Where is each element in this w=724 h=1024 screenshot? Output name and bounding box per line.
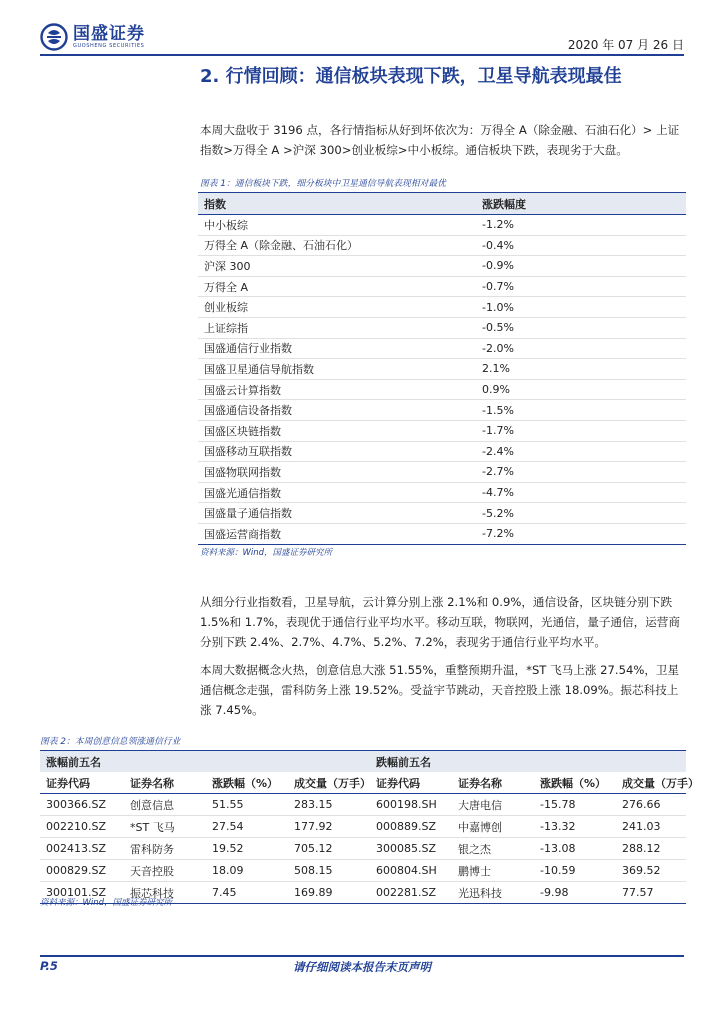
page-number: P.5 <box>40 959 58 973</box>
index-name-cell: 国盛移动互联指数 <box>198 441 480 462</box>
footer-divider <box>40 955 684 957</box>
change-cell: 0.9% <box>480 379 686 400</box>
security-name-cell: 创意信息 <box>124 794 206 816</box>
index-performance-table <box>198 192 686 545</box>
change-pct-cell: -13.32 <box>534 816 616 838</box>
change-cell: -0.7% <box>480 276 686 297</box>
table-row <box>198 482 686 503</box>
security-code-cell: 000829.SZ <box>40 860 124 882</box>
change-pct-cell: -15.78 <box>534 794 616 816</box>
top-movers-table <box>40 750 699 904</box>
column-header-change: 涨跌幅度 <box>480 193 686 215</box>
security-code-cell: 002413.SZ <box>40 838 124 860</box>
change-pct-cell: -9.98 <box>534 882 616 904</box>
group-label-losers: 跌幅前五名 <box>370 751 686 773</box>
change-pct-cell: -13.08 <box>534 838 616 860</box>
security-name-cell: 中嘉博创 <box>452 816 534 838</box>
change-cell: -5.2% <box>480 503 686 524</box>
table-header-row <box>40 772 686 794</box>
change-cell: -1.0% <box>480 297 686 318</box>
security-code-cell: 000889.SZ <box>370 816 452 838</box>
table-row <box>198 235 686 256</box>
table1-caption: 图表 1：通信板块下跌，细分板块中卫星通信导航表现相对最优 <box>200 179 446 189</box>
security-code-cell: 002210.SZ <box>40 816 124 838</box>
table-row <box>40 816 686 838</box>
brand-name-cn: 国盛证券 <box>73 23 145 44</box>
security-name-cell: 光迅科技 <box>452 882 534 904</box>
change-cell: -2.0% <box>480 338 686 359</box>
table-row <box>198 379 686 400</box>
index-name-cell: 沪深 300 <box>198 256 480 277</box>
security-code-cell: 300366.SZ <box>40 794 124 816</box>
change-pct-cell: 18.09 <box>206 860 288 882</box>
volume-cell: 283.15 <box>288 794 370 816</box>
change-pct-cell: 7.45 <box>206 882 288 904</box>
index-name-cell: 国盛光通信指数 <box>198 482 480 503</box>
change-cell: -2.7% <box>480 462 686 483</box>
market-summary-paragraph: 本周大盘收于 3196 点，各行情指标从好到坏依次为：万得全 A（除金融、石油石化）> 上证指数>万得全 A >沪深 300>创业板综>中小板综。通信板块下跌，表现劣于大盘。 <box>200 123 680 157</box>
section-title: 2. 行情回顾：通信板块表现下跌，卫星导航表现最佳 <box>200 66 622 87</box>
volume-cell: 177.92 <box>288 816 370 838</box>
table-row <box>198 215 686 236</box>
column-header: 证券名称 <box>452 772 534 794</box>
brand-logo <box>40 22 145 52</box>
index-name-cell: 国盛通信行业指数 <box>198 338 480 359</box>
table-row <box>40 860 686 882</box>
index-name-cell: 国盛物联网指数 <box>198 462 480 483</box>
index-name-cell: 万得全 A（除金融、石油石化） <box>198 235 480 256</box>
change-pct-cell: -10.59 <box>534 860 616 882</box>
table-row <box>198 338 686 359</box>
volume-cell: 705.12 <box>288 838 370 860</box>
table-row <box>198 503 686 524</box>
column-header: 证券代码 <box>370 772 452 794</box>
security-code-cell: 300101.SZ <box>40 882 124 904</box>
index-name-cell: 中小板综 <box>198 215 480 236</box>
index-name-cell: 上证综指 <box>198 317 480 338</box>
security-code-cell: 600804.SH <box>370 860 452 882</box>
guosheng-logo-icon <box>40 23 68 51</box>
column-header: 涨跌幅（%） <box>206 772 288 794</box>
change-cell: 2.1% <box>480 359 686 380</box>
volume-cell: 288.12 <box>616 838 686 860</box>
index-name-cell: 国盛卫星通信导航指数 <box>198 359 480 380</box>
table-row <box>198 297 686 318</box>
column-header-index: 指数 <box>198 193 480 215</box>
change-cell: -7.2% <box>480 523 686 544</box>
change-cell: -1.5% <box>480 400 686 421</box>
table-row <box>198 276 686 297</box>
sub-sector-paragraph: 从细分行业指数看，卫星导航，云计算分别上涨 2.1%和 0.9%，通信设备，区块链分别下跌 1.5%和 1.7%，表现优于通信行业平均水平。移动互联，物联网，光通信，量子通信，运营商分别下跌 2.4%、2.7%、4.7%、5.2%、7.2%，表现劣于通信行业平均水平。 <box>200 595 680 649</box>
column-header: 证券名称 <box>124 772 206 794</box>
table-row <box>198 359 686 380</box>
change-cell: -1.7% <box>480 420 686 441</box>
table-row <box>198 400 686 421</box>
volume-cell: 169.89 <box>288 882 370 904</box>
index-name-cell: 万得全 A <box>198 276 480 297</box>
index-name-cell: 国盛区块链指数 <box>198 420 480 441</box>
table-row <box>198 317 686 338</box>
column-header: 成交量（万手） <box>288 772 370 794</box>
table-row <box>198 256 686 277</box>
index-name-cell: 国盛云计算指数 <box>198 379 480 400</box>
security-name-cell: *ST 飞马 <box>124 816 206 838</box>
table-row <box>198 462 686 483</box>
table-row <box>198 441 686 462</box>
table1-source: 资料来源：Wind，国盛证券研究所 <box>200 548 333 558</box>
brand-name-en: GUOSHENG SECURITIES <box>73 42 145 49</box>
column-header: 涨跌幅（%） <box>534 772 616 794</box>
index-name-cell: 国盛量子通信指数 <box>198 503 480 524</box>
security-name-cell: 天音控股 <box>124 860 206 882</box>
table-header-row <box>198 193 686 215</box>
column-header: 成交量（万手） <box>616 772 686 794</box>
security-name-cell: 振芯科技 <box>124 882 206 904</box>
security-name-cell: 雷科防务 <box>124 838 206 860</box>
change-cell: -0.4% <box>480 235 686 256</box>
table-row <box>40 838 686 860</box>
index-name-cell: 创业板综 <box>198 297 480 318</box>
stock-movers-paragraph: 本周大数据概念火热，创意信息大涨 51.55%，重整预期升温，*ST 飞马上涨 27.54%，卫星通信概念走强，雷科防务上涨 19.52%。受益宇节跳动，天音控股上涨 18.09%。振芯科技上涨 7.45%。 <box>200 663 680 717</box>
index-name-cell: 国盛运营商指数 <box>198 523 480 544</box>
change-cell: -0.5% <box>480 317 686 338</box>
change-pct-cell: 27.54 <box>206 816 288 838</box>
table-group-row <box>40 751 686 773</box>
security-name-cell: 大唐电信 <box>452 794 534 816</box>
change-pct-cell: 19.52 <box>206 838 288 860</box>
security-code-cell: 300085.SZ <box>370 838 452 860</box>
table-row <box>198 523 686 544</box>
report-date: 2020 年 07 月 26 日 <box>567 38 684 52</box>
group-label-gainers: 涨幅前五名 <box>40 751 370 773</box>
column-header: 证券代码 <box>40 772 124 794</box>
change-cell: -4.7% <box>480 482 686 503</box>
change-cell: -2.4% <box>480 441 686 462</box>
change-pct-cell: 51.55 <box>206 794 288 816</box>
table2-source: 资料来源：Wind，国盛证券研究所 <box>40 898 173 908</box>
volume-cell: 77.57 <box>616 882 686 904</box>
table-row <box>198 420 686 441</box>
index-name-cell: 国盛通信设备指数 <box>198 400 480 421</box>
volume-cell: 508.15 <box>288 860 370 882</box>
header-divider <box>40 54 684 56</box>
security-code-cell: 600198.SH <box>370 794 452 816</box>
change-cell: -0.9% <box>480 256 686 277</box>
table2-caption: 图表 2：本周创意信息领涨通信行业 <box>40 737 181 747</box>
change-cell: -1.2% <box>480 215 686 236</box>
disclaimer-note: 请仔细阅读本报告末页声明 <box>293 960 431 974</box>
security-code-cell: 002281.SZ <box>370 882 452 904</box>
security-name-cell: 银之杰 <box>452 838 534 860</box>
volume-cell: 276.66 <box>616 794 686 816</box>
table-row <box>40 794 686 816</box>
volume-cell: 241.03 <box>616 816 686 838</box>
volume-cell: 369.52 <box>616 860 686 882</box>
security-name-cell: 鹏博士 <box>452 860 534 882</box>
